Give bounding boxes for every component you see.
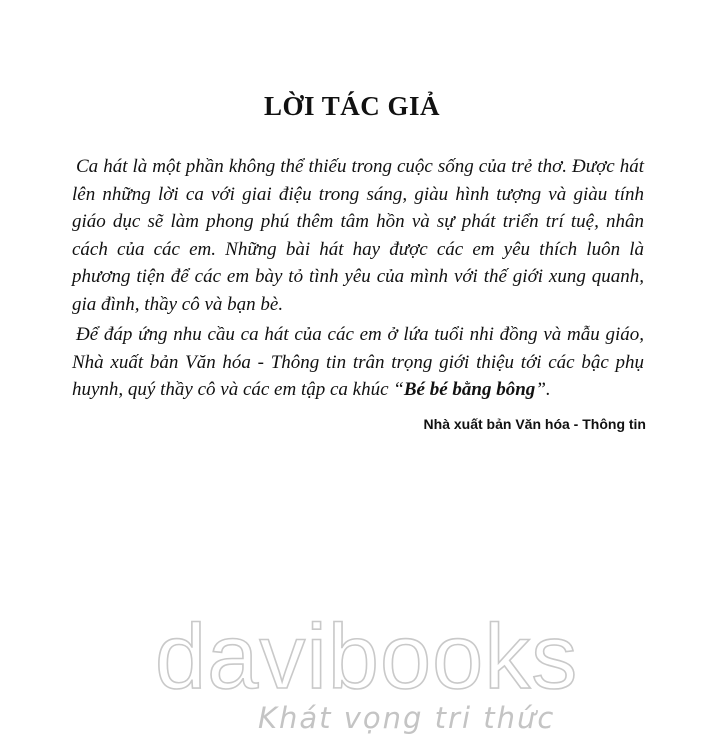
book-title: Bé bé bằng bông xyxy=(403,379,536,401)
watermark-slogan: Khát vọng tri thức xyxy=(258,701,556,735)
publisher-signature: Nhà xuất bản Văn hóa - Thông tin xyxy=(423,416,646,432)
dedication-text: Để đáp ứng nhu cầu ca hát của các em ở lứa tuổi nhi đồng và mẫu giáo, Nhà xuất bản Văn hóa - Thông tin trân trọng giới thiệu tới các bậc phụ huynh, quý thầy cô và các em tập ca khúc “ xyxy=(72,324,644,401)
intro-paragraph: Ca hát là một phần không thể thiếu trong cuộc sống của trẻ thơ. Được hát lên những lời ca với giai điệu trong sáng, giàu hình tượng và giàu tính giáo dục sẽ làm phong phú thêm tâm hồn và sự phát triển trí tuệ, nhân cách của các em. Những bài hát hay được các em yêu thích luôn là phương tiện để các em bày tỏ tình yêu của mình với thế giới xung quanh, gia đình, thầy cô và bạn bè. xyxy=(72,156,644,315)
page-title: LỜI TÁC GIẢ xyxy=(263,91,441,122)
watermark-logo: davibooks xyxy=(155,606,579,708)
dedication-closing: ”. xyxy=(535,379,551,401)
dedication-paragraph xyxy=(72,321,644,404)
